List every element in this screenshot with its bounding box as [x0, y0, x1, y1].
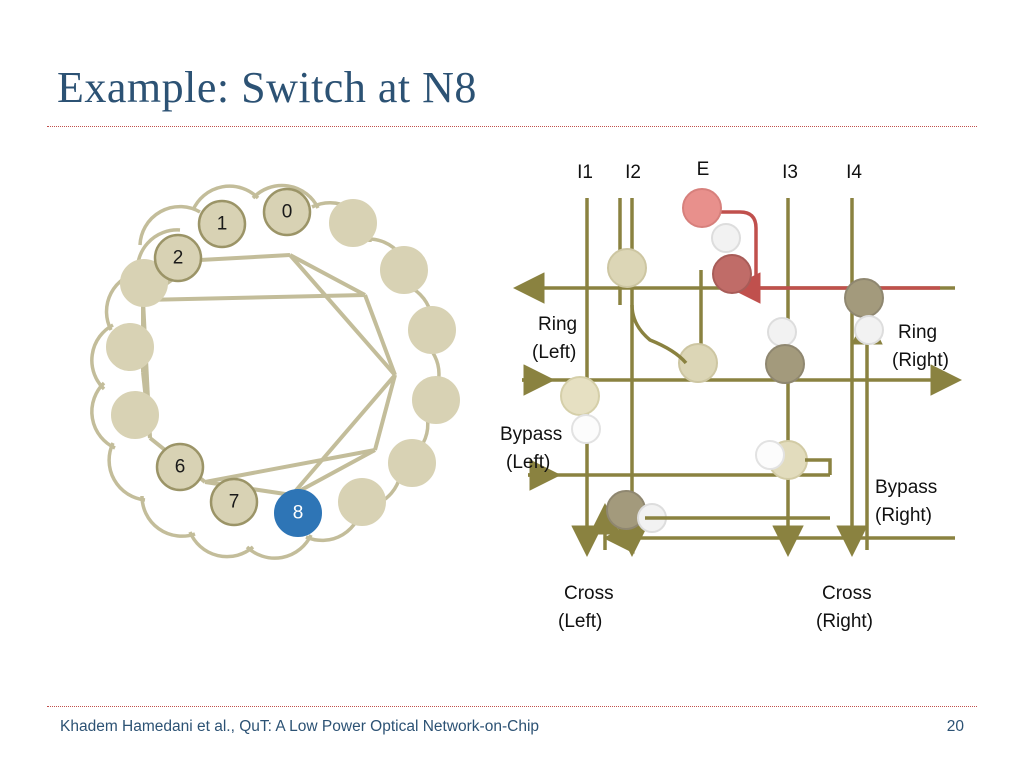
resonator-e-upper[interactable] — [683, 189, 721, 227]
ring-network-figure — [40, 150, 500, 590]
switch-figure — [500, 150, 1010, 650]
label-ring-right-line2: (Right) — [892, 350, 950, 371]
bend-bypass-mid — [805, 460, 830, 475]
label-ring-left-line1: Ring — [538, 314, 578, 335]
label-bypass-left-line2: (Left) — [506, 452, 551, 473]
port-label-i4: I4 — [846, 162, 862, 183]
resonator-bypass-mid-small[interactable] — [756, 441, 784, 469]
footer-divider — [47, 706, 977, 707]
resonator-bypass-left-small[interactable] — [572, 415, 600, 443]
label-cross-left-line1: Cross — [564, 583, 614, 604]
label-cross-right-line1: Cross — [822, 583, 872, 604]
ring-node-d[interactable] — [413, 377, 459, 423]
resonator-i3-mid[interactable] — [766, 345, 804, 383]
ring-node-label-6: 6 — [174, 456, 186, 478]
port-label-i3: I3 — [782, 162, 798, 183]
ring-resonators — [561, 189, 883, 532]
ring-node-label-1: 1 — [216, 213, 228, 235]
resonator-e-lower[interactable] — [713, 255, 751, 293]
ring-node-f[interactable] — [339, 479, 385, 525]
port-label-i1: I1 — [577, 162, 593, 183]
ring-node-label-7: 7 — [228, 491, 240, 513]
ring-node-label-2: 2 — [172, 247, 184, 269]
ring-node-label-8: 8 — [292, 502, 304, 524]
resonator-i3-small[interactable] — [768, 318, 796, 346]
ring-node-b[interactable] — [381, 247, 427, 293]
page-number: 20 — [946, 718, 964, 735]
ring-node-c[interactable] — [409, 307, 455, 353]
title-divider — [47, 126, 977, 127]
resonator-i2-upper[interactable] — [608, 249, 646, 287]
label-cross-left-line2: (Left) — [558, 611, 603, 632]
ring-nodes — [107, 189, 459, 536]
resonator-e-small[interactable] — [712, 224, 740, 252]
resonator-i4-small[interactable] — [855, 316, 883, 344]
port-label-e: E — [696, 159, 710, 180]
ring-node-e[interactable] — [389, 440, 435, 486]
ring-node-g[interactable] — [112, 392, 158, 438]
label-bypass-right-line1: Bypass — [875, 477, 938, 498]
label-ring-right-line1: Ring — [898, 322, 938, 343]
label-bypass-right-line2: (Right) — [875, 505, 933, 526]
footer-citation: Khadem Hamedani et al., QuT: A Low Power Optical Network-on-Chip — [60, 718, 540, 735]
port-label-i2: I2 — [625, 162, 641, 183]
top-port-labels — [577, 159, 862, 183]
label-bypass-left-line1: Bypass — [500, 424, 563, 445]
ring-node-h[interactable] — [107, 324, 153, 370]
waveguide-bends — [632, 305, 830, 518]
bend-i2 — [632, 305, 686, 363]
resonator-i4-upper[interactable] — [845, 279, 883, 317]
side-labels — [500, 314, 949, 632]
ring-node-label-0: 0 — [281, 201, 293, 223]
label-cross-right-line2: (Right) — [816, 611, 874, 632]
page-title: Example: Switch at N8 — [57, 63, 477, 112]
label-ring-left-line2: (Left) — [532, 342, 577, 363]
ring-node-a[interactable] — [330, 200, 376, 246]
resonator-bypass-left-upper[interactable] — [561, 377, 599, 415]
